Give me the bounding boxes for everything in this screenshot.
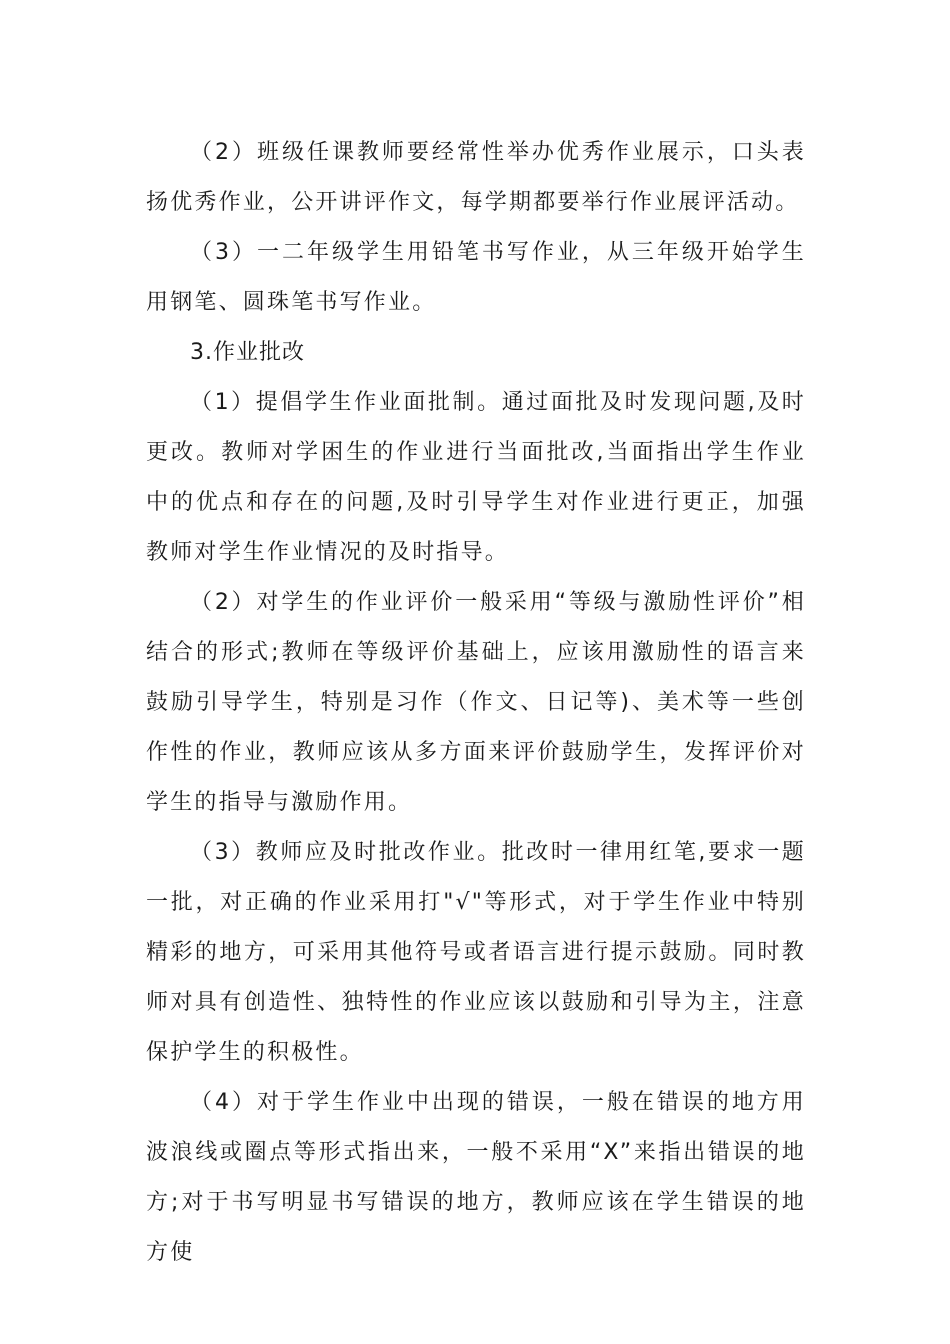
paragraph-item-3: （3）一二年级学生用铅笔书写作业，从三年级开始学生用钢笔、圆珠笔书写作业。: [146, 240, 806, 315]
section-heading: 3.作业批改: [190, 340, 305, 365]
section-paragraph-4: （4）对于学生作业中出现的错误，一般在错误的地方用波浪线或圈点等形式指出来，一般不采用“X”来指出错误的地方;对于书写明显书写错误的地方，教师应该在学生错误的地方使: [146, 1090, 806, 1265]
section-paragraph-2: （2）对学生的作业评价一般采用“等级与激励性评价”相结合的形式;教师在等级评价基础上，应该用激励性的语言来鼓励引导学生，特别是习作（作文、日记等)、美术等一些创作性的作业，教师应该从多方面来评价鼓励学生，发挥评价对学生的指导与激励作用。: [146, 590, 806, 815]
document-page: [146, 128, 806, 1278]
section-paragraph-3: （3）教师应及时批改作业。批改时一律用红笔,要求一题一批，对正确的作业采用打"√"等形式，对于学生作业中特别精彩的地方，可采用其他符号或者语言进行提示鼓励。同时教师对具有创造性、独特性的作业应该以鼓励和引导为主，注意保护学生的积极性。: [146, 840, 806, 1065]
section-paragraph-1: （1）提倡学生作业面批制。通过面批及时发现问题,及时更改。教师对学困生的作业进行当面批改,当面指出学生作业中的优点和存在的问题,及时引导学生对作业进行更正，加强教师对学生作业情况的及时指导。: [146, 390, 806, 565]
paragraph-item-2: （2）班级任课教师要经常性举办优秀作业展示，口头表扬优秀作业，公开讲评作文，每学期都要举行作业展评活动。: [146, 140, 806, 215]
